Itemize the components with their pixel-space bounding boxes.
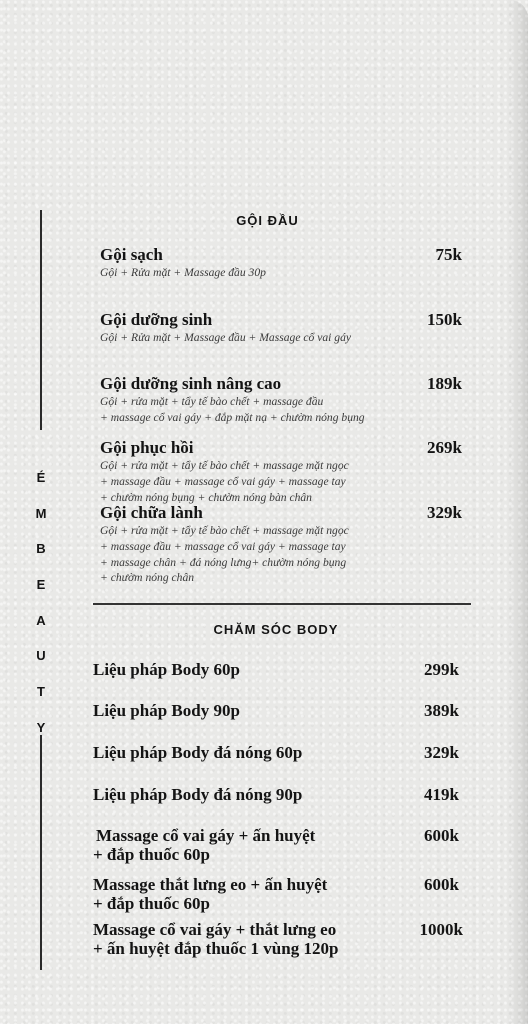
item-price: 600k bbox=[424, 826, 459, 845]
brand-letter: U bbox=[36, 648, 46, 664]
brand-letter: Y bbox=[36, 719, 46, 735]
item-price: 1000k bbox=[419, 920, 463, 939]
menu-item-goi-chua-lanh bbox=[100, 503, 470, 586]
item-desc-line: + chườm nóng chân bbox=[100, 571, 195, 585]
menu-item-body-hot-stone-60 bbox=[93, 743, 465, 762]
item-price: 419k bbox=[424, 785, 459, 804]
section-divider bbox=[93, 603, 471, 605]
item-name-line-2: + ấn huyệt đắp thuốc 1 vùng 120p bbox=[93, 939, 339, 958]
brand-letter: B bbox=[36, 541, 46, 557]
brand-letter: A bbox=[36, 612, 46, 628]
item-desc-line: Gội + Rửa mặt + Massage đầu + Massage cổ vai gáy bbox=[100, 331, 352, 344]
item-price: 299k bbox=[424, 660, 459, 679]
menu-item-goi-duong-sinh bbox=[100, 310, 470, 346]
item-name: Liệu pháp Body đá nóng 90p bbox=[93, 785, 303, 804]
left-vertical-rule-bottom bbox=[40, 735, 42, 970]
item-name: Gội dưỡng sinh bbox=[100, 310, 213, 329]
menu-item-goi-sach bbox=[100, 245, 470, 281]
brand-letter: É bbox=[36, 470, 46, 485]
item-desc-line: + chườm nóng bụng + chườm nóng bàn chân bbox=[100, 490, 312, 504]
section-title-hair-wash: GỘI ĐẦU bbox=[236, 213, 299, 228]
left-vertical-rule-top bbox=[40, 210, 42, 430]
menu-item-body-hot-stone-90 bbox=[93, 785, 465, 804]
item-price: 600k bbox=[424, 875, 459, 894]
item-price: 189k bbox=[427, 374, 462, 393]
item-price: 150k bbox=[427, 310, 462, 329]
item-price: 269k bbox=[427, 438, 462, 457]
item-price: 329k bbox=[424, 743, 459, 762]
item-name: Massage thắt lưng eo + ấn huyệt bbox=[93, 875, 328, 894]
item-name: Gội chữa lành bbox=[100, 503, 203, 522]
item-price: 75k bbox=[435, 245, 462, 264]
item-desc-line: + massage chân + đá nóng lưng+ chườm nóng bụng bbox=[100, 555, 347, 569]
item-name: Liệu pháp Body 90p bbox=[93, 701, 240, 720]
item-name-line-2: + đắp thuốc 60p bbox=[93, 845, 210, 864]
item-name: Liệu pháp Body 60p bbox=[93, 660, 240, 679]
item-name: Gội dưỡng sinh nâng cao bbox=[100, 374, 282, 393]
menu-item-goi-duong-sinh-nang-cao bbox=[100, 374, 470, 426]
menu-item-goi-phuc-hoi bbox=[100, 438, 470, 505]
menu-item-body-90 bbox=[93, 701, 465, 720]
page-edge-shadow bbox=[506, 0, 528, 1024]
item-name: Gội sạch bbox=[100, 245, 163, 264]
item-desc-line: + massage cổ vai gáy + đắp mặt nạ + chườm nóng bụng bbox=[100, 410, 365, 424]
item-desc-line: + massage đầu + massage cổ vai gáy + massage tay bbox=[100, 539, 346, 553]
menu-item-massage-combo-120 bbox=[93, 920, 465, 958]
item-desc-line: Gội + rửa mặt + tẩy tế bào chết + massage đầu bbox=[100, 395, 324, 408]
item-name-line-2: + đắp thuốc 60p bbox=[93, 894, 210, 913]
brand-letter: E bbox=[36, 577, 46, 593]
item-price: 389k bbox=[424, 701, 459, 720]
section-title-body-care: CHĂM SÓC BODY bbox=[213, 622, 339, 637]
item-name: Liệu pháp Body đá nóng 60p bbox=[93, 743, 303, 762]
menu-item-massage-lower-back bbox=[93, 875, 465, 913]
item-price: 329k bbox=[427, 503, 462, 522]
item-name: Massage cổ vai gáy + ấn huyệt bbox=[96, 826, 316, 845]
brand-letter: M bbox=[35, 505, 47, 521]
menu-item-body-60 bbox=[93, 660, 465, 679]
menu-item-massage-neck-shoulder bbox=[93, 826, 465, 864]
brand-letter: T bbox=[37, 684, 45, 700]
item-desc-line: + massage đầu + massage cổ vai gáy + massage tay bbox=[100, 474, 346, 488]
vertical-brand-text bbox=[28, 460, 54, 746]
item-name: Massage cổ vai gáy + thắt lưng eo bbox=[93, 920, 337, 939]
item-desc-line: Gội + rửa mặt + tẩy tế bào chết + massage mặt ngọc bbox=[100, 459, 349, 472]
item-name: Gội phục hồi bbox=[100, 438, 194, 457]
item-desc-line: Gội + Rửa mặt + Massage đầu 30p bbox=[100, 266, 266, 279]
item-desc-line: Gội + rửa mặt + tẩy tế bào chết + massage mặt ngọc bbox=[100, 524, 349, 537]
